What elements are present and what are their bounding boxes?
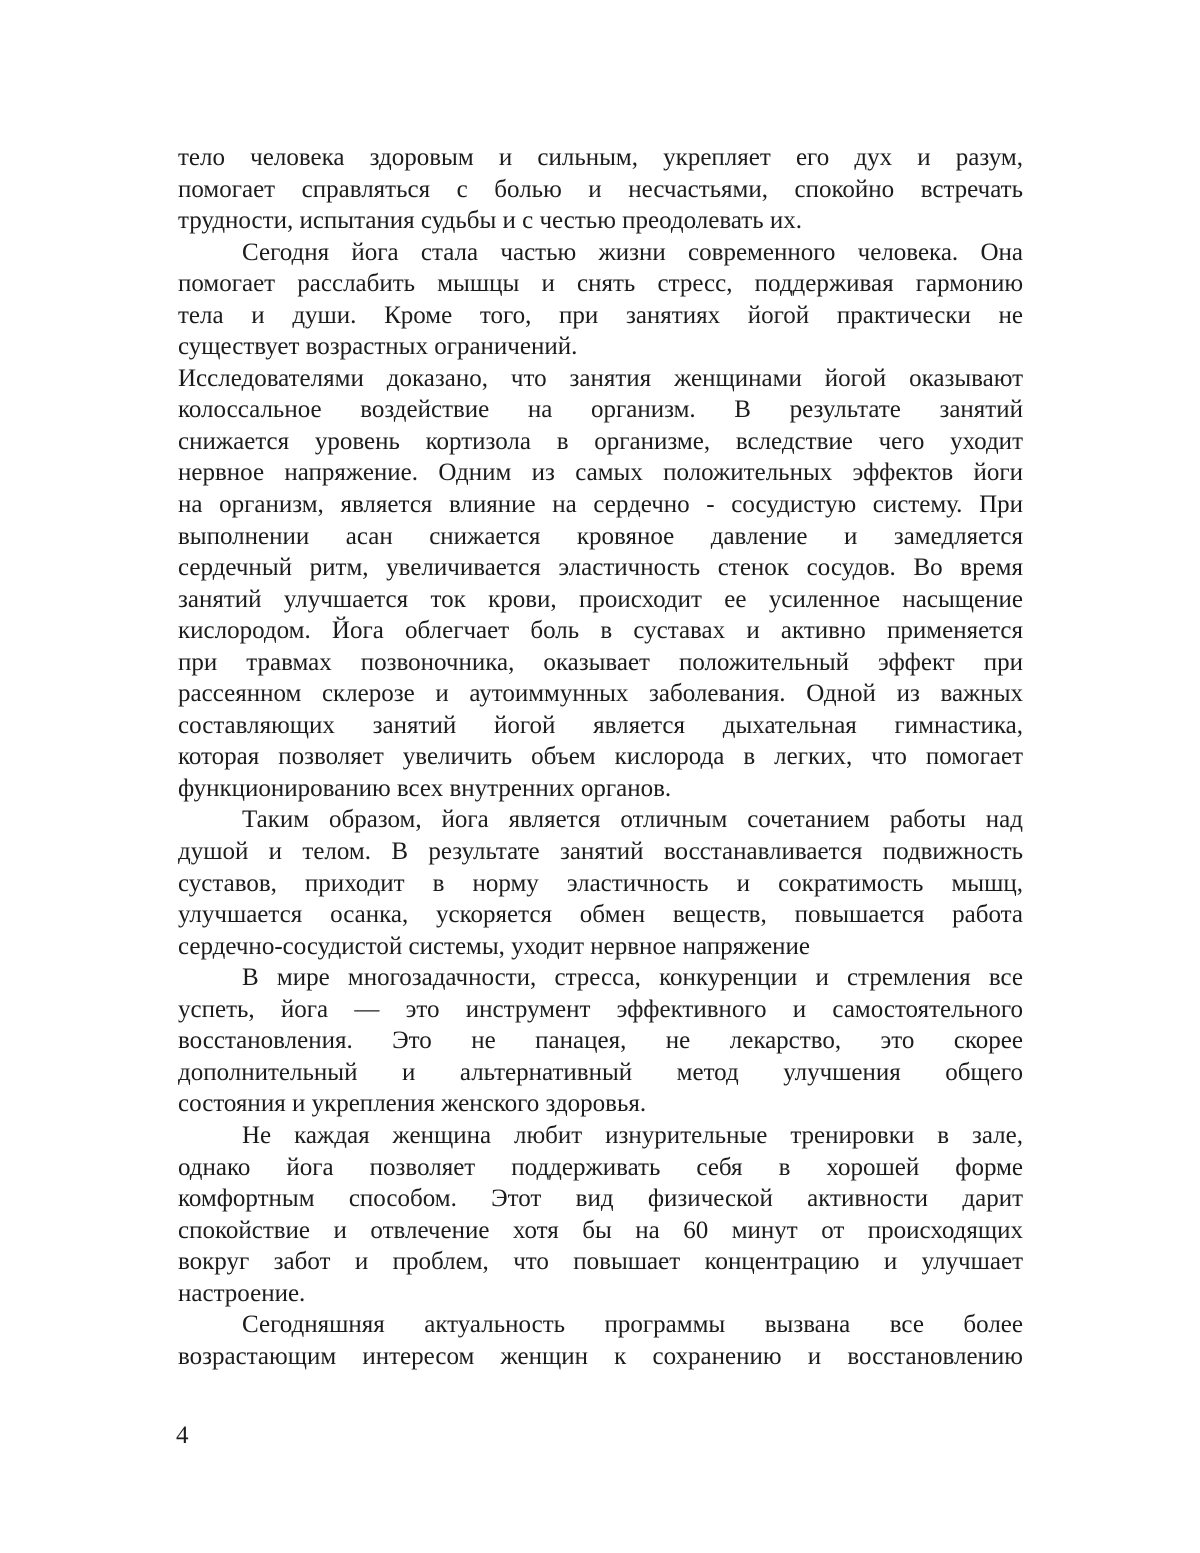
paragraph xyxy=(178,237,1023,363)
text-line: помогает расслабить мышцы и снять стресс, поддерживая гармонию xyxy=(178,270,1023,298)
text-line: трудности, испытания судьбы и с честью преодолевать их. xyxy=(178,207,802,235)
text-line: при травмах позвоночника, оказывает положительный эффект при xyxy=(178,648,1023,676)
text-line: существует возрастных ограничений. xyxy=(178,333,578,361)
text-line: выполнении асан снижается кровяное давление и замедляется xyxy=(178,522,1023,550)
text-line: дополнительный и альтернативный метод улучшения общего xyxy=(178,1058,1023,1086)
page-number: 4 xyxy=(176,1422,189,1449)
paragraph xyxy=(178,962,1023,1120)
text-line: Сегодня йога стала частью жизни современного человека. Она xyxy=(242,238,1023,266)
text-line: занятий улучшается ток крови, происходит ее усиленное насыщение xyxy=(178,585,1023,613)
text-line: тело человека здоровым и сильным, укрепляет его дух и разум, xyxy=(178,144,1023,171)
text-line: функционированию всех внутренних органов. xyxy=(178,774,672,802)
text-line: Сегодняшняя актуальность программы вызвана все более xyxy=(242,1311,1023,1339)
text-line: на организм, является влияние на сердечно - сосудистую систему. При xyxy=(178,491,1023,519)
paragraph xyxy=(178,142,1023,237)
text-line: настроение. xyxy=(178,1279,306,1307)
text-line: улучшается осанка, ускоряется обмен веществ, повышается работа xyxy=(178,901,1023,929)
text-line: восстановления. Это не панацея, не лекарство, это скорее xyxy=(178,1027,1023,1055)
text-line: нервное напряжение. Одним из самых положительных эффектов йоги xyxy=(178,459,1023,487)
text-line: колоссальное воздействие на организм. В результате занятий xyxy=(178,396,1023,424)
text-line: успеть, йога — это инструмент эффективного и самостоятельного xyxy=(178,995,1023,1023)
text-line: кислородом. Йога облегчает боль в суставах и активно применяется xyxy=(178,617,1023,645)
text-line: спокойствие и отвлечение хотя бы на 60 минут от происходящих xyxy=(178,1216,1023,1244)
text-line: состояния и укрепления женского здоровья. xyxy=(178,1090,647,1118)
text-line: которая позволяет увеличить объем кислорода в легких, что помогает xyxy=(178,743,1023,771)
text-line: однако йога позволяет поддерживать себя в хорошей форме xyxy=(178,1153,1023,1181)
text-line: составляющих занятий йогой является дыхательная гимнастика, xyxy=(178,711,1023,739)
text-line: В мире многозадачности, стресса, конкуренции и стремления все xyxy=(242,964,1023,992)
text-line: сердечно-сосудистой системы, уходит нервное напряжение xyxy=(178,932,811,960)
text-line: снижается уровень кортизола в организме, вследствие чего уходит xyxy=(178,427,1023,455)
text-line: Не каждая женщина любит изнурительные тренировки в зале, xyxy=(242,1121,1023,1149)
text-line: Таким образом, йога является отличным сочетанием работы над xyxy=(242,806,1023,834)
text-line: помогает справляться с болью и несчастьями, спокойно встречать xyxy=(178,175,1023,203)
body-text xyxy=(178,142,1023,1372)
paragraph xyxy=(178,1120,1023,1309)
text-line: Исследователями доказано, что занятия женщинами йогой оказывают xyxy=(178,364,1023,392)
text-line: тела и души. Кроме того, при занятиях йогой практически не xyxy=(178,301,1023,329)
text-line: возрастающим интересом женщин к сохранению и восстановлению xyxy=(178,1342,1023,1370)
text-line: суставов, приходит в норму эластичность и сократимость мышц, xyxy=(178,869,1023,897)
text-line: сердечный ритм, увеличивается эластичность стенок сосудов. Во время xyxy=(178,554,1023,582)
text-line: комфортным способом. Этот вид физической активности дарит xyxy=(178,1185,1023,1213)
paragraph xyxy=(178,804,1023,962)
paragraph xyxy=(178,1309,1023,1372)
text-line: рассеянном склерозе и аутоиммунных заболевания. Одной из важных xyxy=(178,680,1023,708)
text-line: вокруг забот и проблем, что повышает концентрацию и улучшает xyxy=(178,1248,1023,1276)
paragraph xyxy=(178,363,1023,805)
text-line: душой и телом. В результате занятий восстанавливается подвижность xyxy=(178,838,1023,866)
